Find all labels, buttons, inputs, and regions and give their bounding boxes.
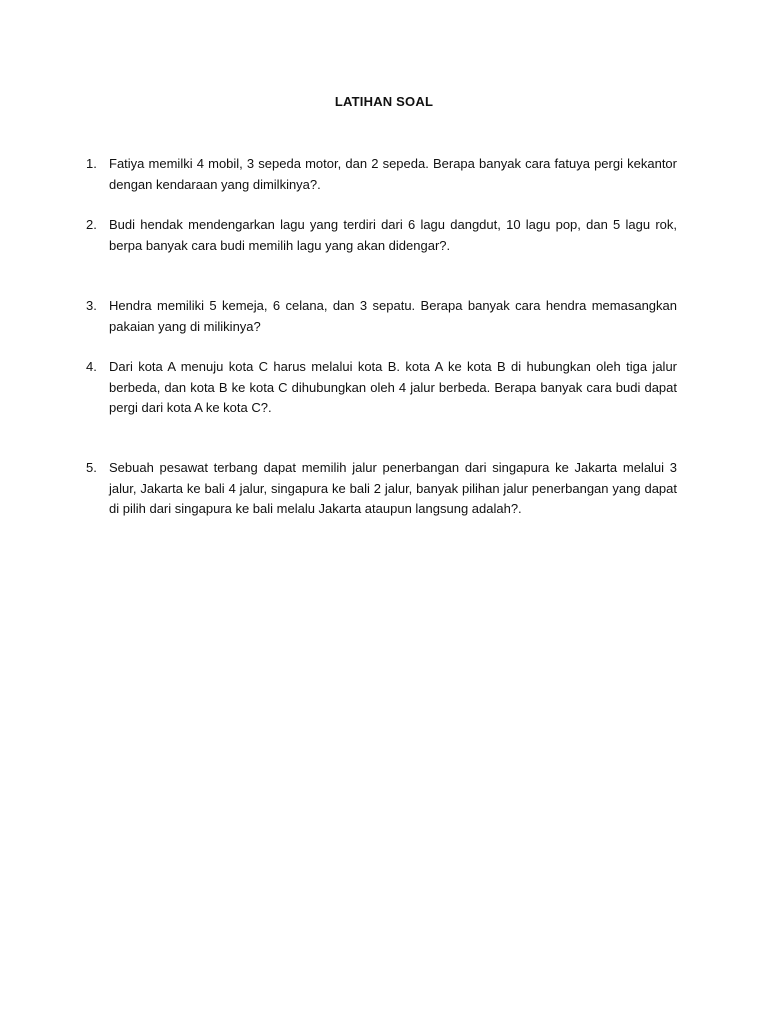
question-number: 1. (86, 156, 97, 171)
question-item-1 (86, 154, 677, 195)
question-item-3 (86, 296, 677, 337)
question-item-2 (86, 215, 677, 256)
question-text: Hendra memiliki 5 kemeja, 6 celana, dan 3 sepatu. Berapa banyak cara hendra memasangkan pakaian yang di milikinya? (109, 298, 677, 334)
question-item-4 (86, 357, 677, 419)
question-number: 2. (86, 217, 97, 232)
question-text: Budi hendak mendengarkan lagu yang terdiri dari 6 lagu dangdut, 10 lagu pop, dan 5 lagu rok, berpa banyak cara budi memilih lagu yang akan didengar?. (109, 217, 677, 253)
question-number: 3. (86, 298, 97, 313)
question-number: 5. (86, 460, 97, 475)
document-title: LATIHAN SOAL (334, 94, 434, 109)
question-item-5 (86, 458, 677, 520)
question-text: Sebuah pesawat terbang dapat memilih jalur penerbangan dari singapura ke Jakarta melalui 3 jalur, Jakarta ke bali 4 jalur, singapura ke bali 2 jalur, banyak pilihan jalur penerbangan yang dapat di pilih dari singapura ke bali melalu Jakarta ataupun langsung adalah?. (109, 460, 677, 516)
question-text: Dari kota A menuju kota C harus melalui kota B. kota A ke kota B di hubungkan oleh tiga jalur berbeda, dan kota B ke kota C dihubungkan oleh 4 jalur berbeda. Berapa banyak cara budi dapat pergi dari kota A ke kota C?. (109, 359, 677, 415)
question-text: Fatiya memilki 4 mobil, 3 sepeda motor, dan 2 sepeda. Berapa banyak cara fatuya pergi kekantor dengan kendaraan yang dimilkinya?. (109, 156, 677, 192)
question-number: 4. (86, 359, 97, 374)
